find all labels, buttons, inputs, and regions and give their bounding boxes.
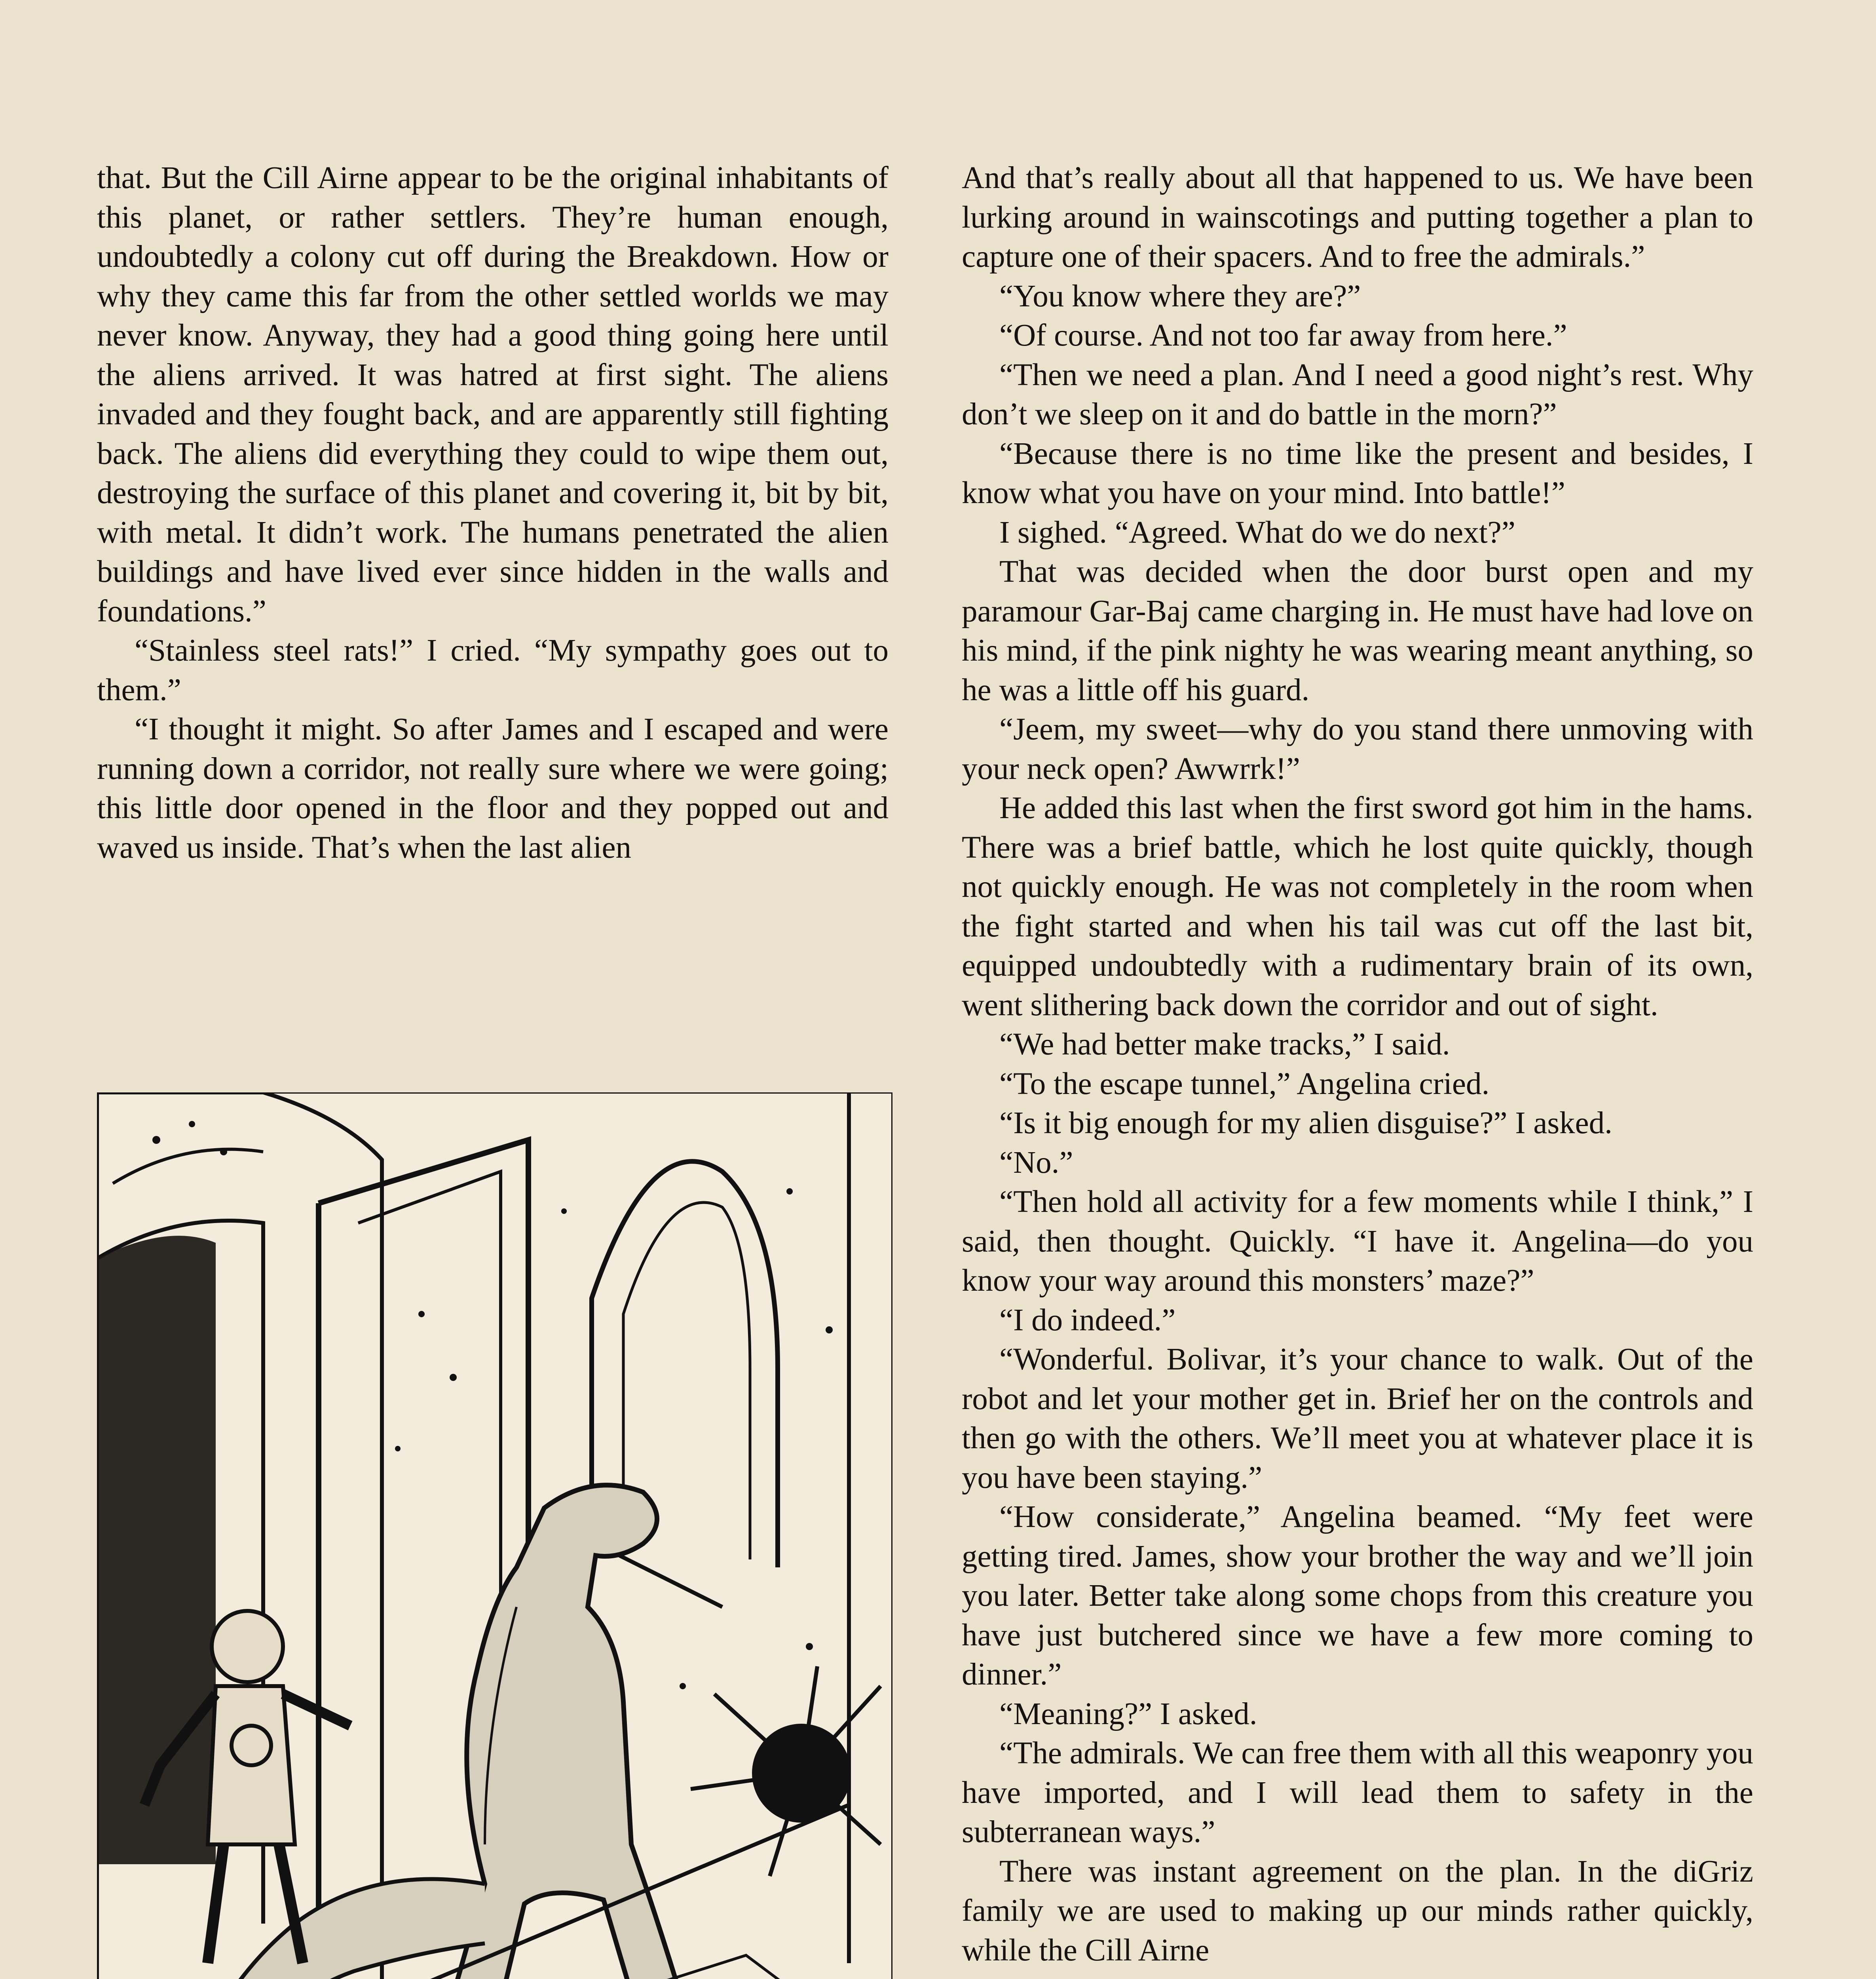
paragraph: He added this last when the first sword got him in the hams. There was a brief battle, which he lost quite quickly, though not quickly enough. He was not completely in the room when the fight started and when his tail was cut off the last bit, equipped undoubtedly with a rudimentary brain of its own, went slithering back down the corridor and out of sight. [962, 791, 1753, 1022]
paragraph: “To the escape tunnel,” Angelina cried. [999, 1066, 1490, 1101]
paragraph: “I do indeed.” [999, 1303, 1176, 1337]
illustration-alien-battle [97, 1092, 892, 1979]
paragraph: “Wonderful. Bolivar, it’s your chance to walk. Out of the robot and let your mother get in. Brief her on the controls and then go with the others. We’ll meet you at whatever place it is you have been staying.” [962, 1342, 1753, 1495]
paragraph: That was decided when the door burst open and my paramour Gar-Baj came charging in. He must have had love on his mind, if the pink nighty he was wearing meant anything, so he was a little off his guard. [962, 555, 1753, 707]
paragraph: “You know where they are?” [999, 279, 1361, 313]
paragraph: “Then hold all activity for a few moments while I think,” I said, then thought. Quickly. “I have it. Angelina—do you know your way around this monsters’ maze?” [962, 1185, 1753, 1298]
paragraph: I sighed. “Agreed. What do we do next?” [999, 515, 1515, 550]
paragraph: “We had better make tracks,” I said. [999, 1027, 1450, 1062]
paragraph: “No.” [999, 1145, 1073, 1180]
paragraph: There was instant agreement on the plan. In the diGriz family we are used to making up our minds rather quickly, while the Cill Airne [962, 1854, 1753, 1968]
paragraph: “Is it big enough for my alien disguise?” I asked. [999, 1106, 1612, 1140]
paragraph: And that’s really about all that happened to us. We have been lurking around in wainscotings and putting together a plan to capture one of their spacers. And to free the admirals.” [962, 161, 1753, 274]
paragraph: “How considerate,” Angelina beamed. “My feet were getting tired. James, show your brother the way and we’ll join you later. Better take along some chops from this creature you have just butchered since we have a few more coming to dinner.” [962, 1500, 1753, 1692]
paragraph: “Stainless steel rats!” I cried. “My sympathy goes out to them.” [97, 633, 889, 707]
paragraph: “Then we need a plan. And I need a good night’s rest. Why don’t we sleep on it and do battle in the morn?” [962, 357, 1753, 431]
paragraph: “The admirals. We can free them with all this weaponry you have imported, and I will lead them to safety in the subterranean ways.” [962, 1736, 1753, 1849]
paragraph: “Jeem, my sweet—why do you stand there unmoving with your neck open? Awwrrk!” [962, 712, 1753, 786]
paragraph: “Meaning?” I asked. [999, 1696, 1257, 1731]
paragraph: “Of course. And not too far away from here.” [999, 318, 1567, 353]
left-column-top [97, 158, 889, 867]
paragraph: “I thought it might. So after James and I escaped and were running down a corridor, not really sure where we were going; this little door opened in the floor and they popped out and waved us inside. That’s when the last alien [97, 712, 889, 865]
paragraph: “Because there is no time like the present and besides, I know what you have on your mind. Into battle!” [962, 436, 1753, 510]
right-column [962, 158, 1753, 1970]
paragraph: that. But the Cill Airne appear to be the original inhabitants of this planet, or rather settlers. They’re human enough, undoubtedly a colony cut off during the Breakdown. How or why they came this far from the other settled worlds we may never know. Anyway, they had a good thing going here until the aliens arrived. It was hatred at first sight. The aliens invaded and they fought back, and are apparently still fighting back. The aliens did everything they could to wipe them out, destroying the surface of this planet and covering it, bit by bit, with metal. It didn’t work. The humans penetrated the alien buildings and have lived ever since hidden in the walls and foundations.” [97, 161, 889, 629]
pen-ink-illustration [97, 1092, 892, 1979]
